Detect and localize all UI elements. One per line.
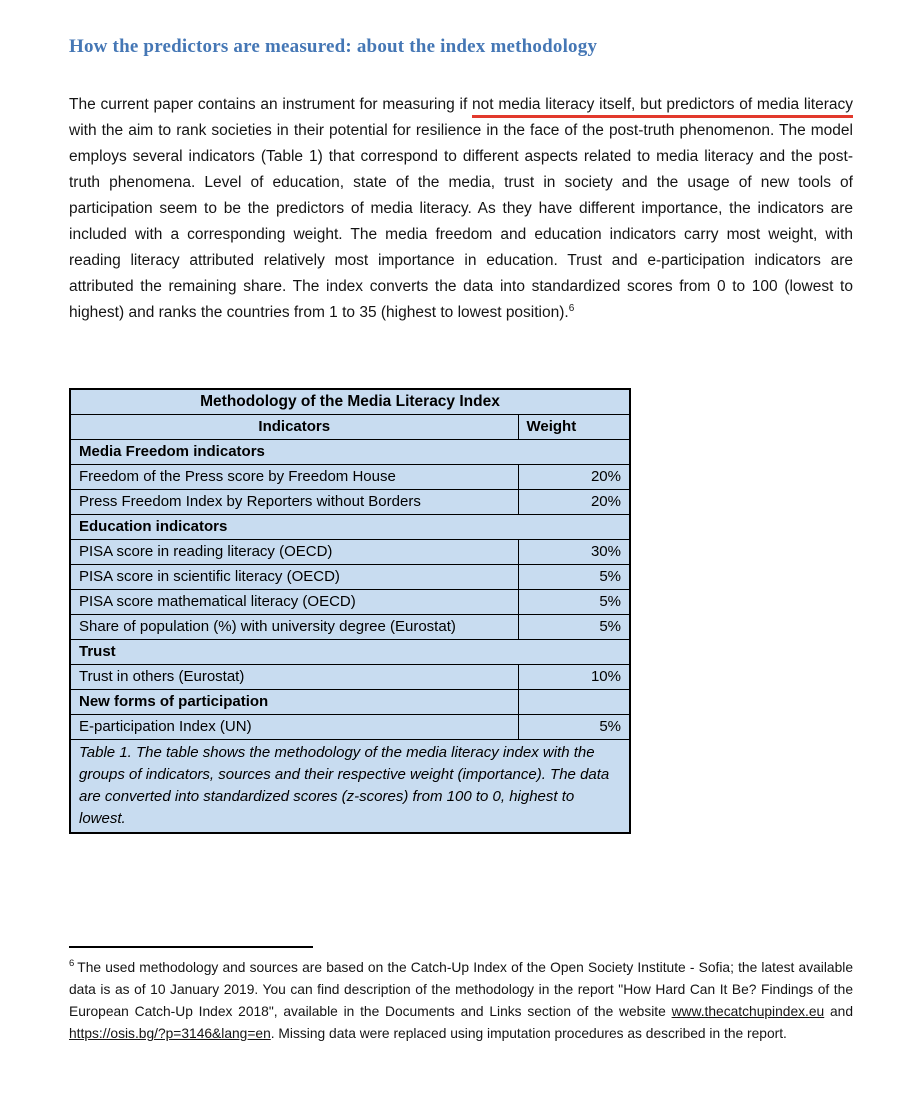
methodology-table xyxy=(69,388,631,834)
footnote-text xyxy=(69,957,853,1045)
table-row xyxy=(70,714,630,739)
group-label: Media Freedom indicators xyxy=(70,439,630,464)
table-row xyxy=(70,664,630,689)
column-header-indicators: Indicators xyxy=(70,414,518,439)
table-caption-row xyxy=(70,739,630,833)
indicator-label: Freedom of the Press score by Freedom House xyxy=(70,464,518,489)
group-label: New forms of participation xyxy=(70,689,518,714)
footnote-part2: and xyxy=(824,1004,854,1019)
indicator-weight: 5% xyxy=(518,614,630,639)
link-thecatchupindex[interactable]: www.thecatchupindex.eu xyxy=(671,1004,825,1019)
paragraph-text-post: with the aim to rank societies in their potential for resilience in the face of the post-truth phenomenon. The model employs several indicators (Table 1) that correspond to different aspects related to media literacy and the post-truth phenomena. Level of education, state of the media, trust in society and the usage of new tools of participation seem to be the predictors of media literacy. As they have different importance, the indicators are included with a corresponding weight. The media freedom and education indicators carry most weight, with reading literacy attributed relatively most importance in education. Trust and e-participation indicators are attributed the remaining share. The index converts the data into standardized scores from 0 to 100 (lowest to highest) and ranks the countries from 1 to 35 (highest to lowest position). xyxy=(69,122,853,321)
indicator-label: E-participation Index (UN) xyxy=(70,714,518,739)
table-title-row xyxy=(70,389,630,414)
table-group-row xyxy=(70,639,630,664)
link-osis[interactable]: https://osis.bg/?p=3146&lang=en xyxy=(69,1026,271,1041)
indicator-label: PISA score mathematical literacy (OECD) xyxy=(70,589,518,614)
indicator-weight: 5% xyxy=(518,589,630,614)
footnote-separator xyxy=(69,946,313,948)
table-row xyxy=(70,564,630,589)
red-underlined-phrase: not media literacy itself, but predictors of media literacy xyxy=(472,96,853,118)
indicator-label: Share of population (%) with university degree (Eurostat) xyxy=(70,614,518,639)
footnote xyxy=(69,946,853,1045)
section-title: How the predictors are measured: about the index methodology xyxy=(69,36,598,57)
group-label: Trust xyxy=(70,639,630,664)
footnote-part3: . Missing data were replaced using imputation procedures as described in the report. xyxy=(270,1026,787,1041)
table-row xyxy=(70,489,630,514)
footnote-reference: 6 xyxy=(568,302,575,314)
indicator-label: Trust in others (Eurostat) xyxy=(70,664,518,689)
indicator-weight: 30% xyxy=(518,539,630,564)
table-row xyxy=(70,614,630,639)
column-header-weight: Weight xyxy=(518,414,630,439)
indicator-weight: 5% xyxy=(518,564,630,589)
table-group-row xyxy=(70,439,630,464)
table-header-row xyxy=(70,414,630,439)
table-title: Methodology of the Media Literacy Index xyxy=(70,389,630,414)
footnote-marker: 6 xyxy=(69,958,75,970)
indicator-weight xyxy=(518,689,630,714)
indicator-weight: 5% xyxy=(518,714,630,739)
paragraph-text-pre: The current paper contains an instrument for measuring if xyxy=(69,96,473,113)
table-row xyxy=(70,589,630,614)
table-caption: Table 1. The table shows the methodology of the media literacy index with the groups of indicators, sources and their respective weight (importance). The data are converted into standardized scores (z-scores) from 100 to 0, highest to lowest. xyxy=(70,739,630,833)
table-row xyxy=(70,464,630,489)
methodology-table-body xyxy=(70,389,630,739)
body-paragraph xyxy=(69,92,853,326)
indicator-label: PISA score in scientific literacy (OECD) xyxy=(70,564,518,589)
indicator-label: Press Freedom Index by Reporters without Borders xyxy=(70,489,518,514)
indicator-weight: 20% xyxy=(518,489,630,514)
indicator-label: PISA score in reading literacy (OECD) xyxy=(70,539,518,564)
indicator-weight: 10% xyxy=(518,664,630,689)
table-group-row xyxy=(70,689,630,714)
table-group-row xyxy=(70,514,630,539)
footnote-part1: The used methodology and sources are based on the Catch-Up Index of the Open Society Institute - Sofia; the latest available data is as of 10 January 2019. You can find description of the methodology in the report "How Hard Can It Be? Findings of the European Catch-Up Index 2018", available in the Documents and Links section of the website xyxy=(69,960,853,1019)
indicator-weight: 20% xyxy=(518,464,630,489)
table-row xyxy=(70,539,630,564)
group-label: Education indicators xyxy=(70,514,630,539)
